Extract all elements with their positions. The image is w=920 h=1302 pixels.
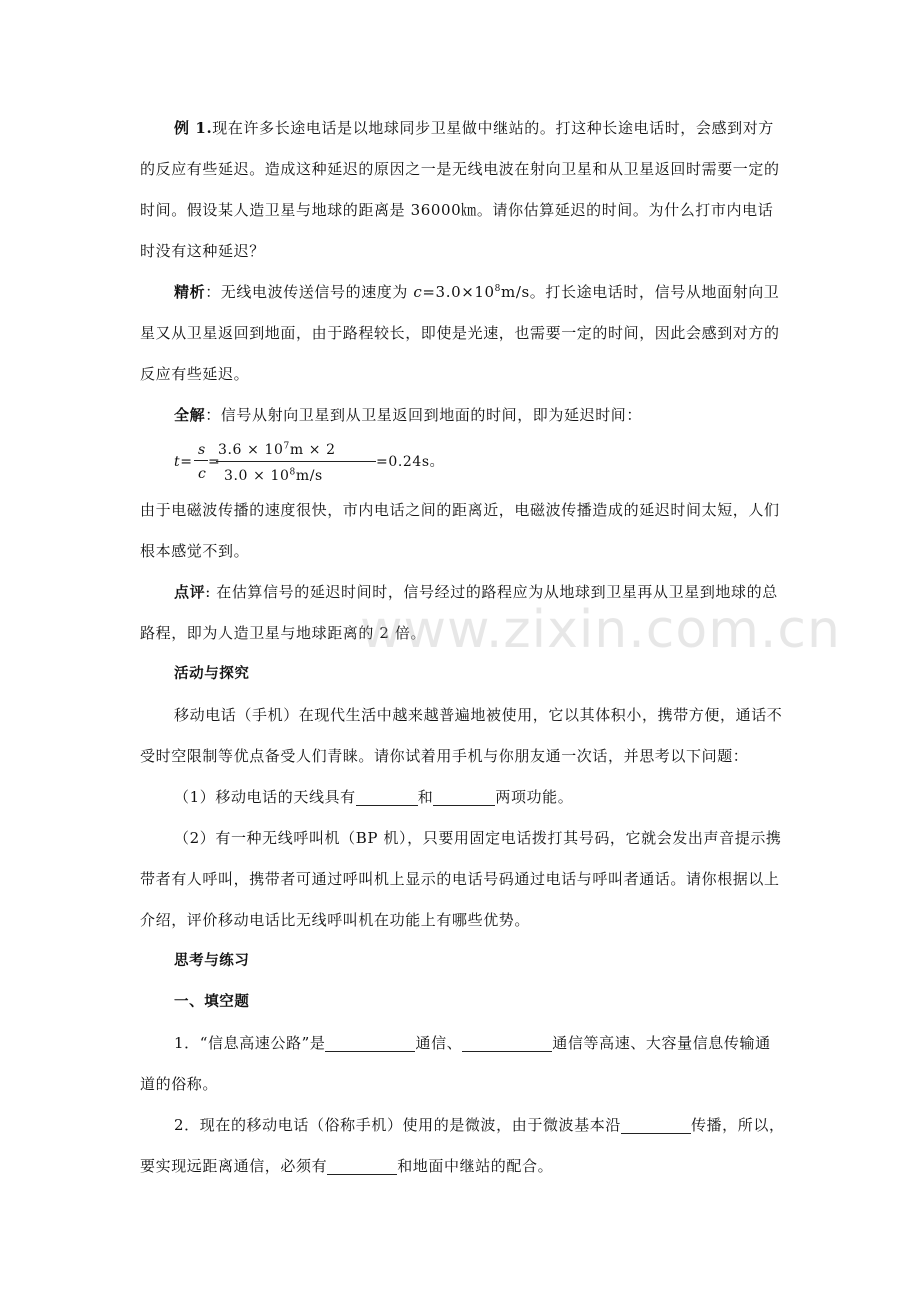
formula-result: =0.24s。 — [376, 454, 445, 470]
blank-6[interactable] — [327, 1156, 397, 1175]
comment-text: : 在估算信号的延迟时间时，信号经过的路程应为从地球到卫星再从卫星到地球的总路程，即为人造卫星与地球距离的 2 倍。 — [140, 583, 778, 642]
formula-numerator: $3.6 \times 10^7m \times 2$ — [218, 441, 336, 458]
practice-heading: 思考与练习 — [174, 953, 250, 969]
blank-5[interactable] — [621, 1115, 691, 1134]
practice-subheading: 一、填空题 — [174, 994, 250, 1010]
formula-denominator: $3.0 \times 10^8m/s$ — [224, 467, 323, 484]
example-text: 现在许多长途电话是以地球同步卫星做中继站的。打这种长途电话时，会感到对方的反应有些延迟。造成这种延迟的原因之一是无线电波在射向卫星和从卫星返回时需要一定的时间。假设某人造卫星与地球的距离是 36000㎞。请你估算延迟的时间。为什么打市内电话时没有这种延迟？ — [140, 119, 780, 260]
watermark: www.zixin.com.cn — [360, 600, 841, 660]
solution-conclusion: 由于电磁波传播的速度很快，市内电话之间的距离近，电磁波传播造成的延迟时间太短，人们根本感觉不到。 — [140, 501, 780, 560]
activity-heading: 活动与探究 — [174, 666, 250, 682]
analysis-paragraph — [140, 272, 785, 395]
document-body — [140, 108, 785, 1187]
blank-2[interactable] — [433, 787, 495, 806]
formula-s: s — [198, 442, 206, 458]
analysis-text-before: ：无线电波传送信号的速度为 — [205, 283, 414, 301]
activity-question-2: （2）有一种无线呼叫机（BP 机），只要用固定电话拨打其号码，它就会发出声音提示携带者有人呼叫，携带者可通过呼叫机上显示的电话号码通过电话与呼叫者通话。请你根据以上介绍，评价移动电话比无线呼叫机在功能上有哪些优势。 — [140, 829, 782, 929]
practice-question-1: 1．“信息高速公路”是 通信、 通信等高速、大容量信息传输通道的俗称。 — [140, 1034, 771, 1093]
solution-label: 全解 — [174, 406, 206, 424]
formula-c: c — [198, 466, 207, 482]
activity-question-1: （1）移动电话的天线具有 和 两项功能。 — [174, 788, 574, 806]
fraction-line-sc — [194, 460, 208, 461]
speed-exponent: 8 — [494, 284, 501, 294]
analysis-label: 精析 — [174, 283, 206, 301]
blank-1[interactable] — [356, 787, 418, 806]
comment-paragraph — [140, 572, 785, 654]
blank-4[interactable] — [462, 1033, 552, 1052]
example-label: 例 1. — [174, 119, 213, 137]
activity-intro: 移动电话（手机）在现代生活中越来越普遍地被使用，它以其体积小，携带方便，通话不受时空限制等优点备受人们青睐。请你试着用手机与你朋友通一次话，并思考以下问题： — [140, 706, 783, 765]
formula-t: t= — [174, 454, 193, 470]
analysis-text-after: 打长途电话时，信号从地面射向卫星又从卫星返回到地面，由于路程较长，即使是光速，也需要一定的时间，因此会感到对方的反应有些延迟。 — [140, 283, 780, 383]
speed-value: =3.0×10 — [422, 283, 495, 301]
comment-label: 点评 — [174, 583, 206, 601]
blank-3[interactable] — [325, 1033, 415, 1052]
delay-formula — [174, 438, 785, 486]
solution-text: ：信号从射向卫星到从卫星返回到地面的时间，即为延迟时间： — [205, 406, 643, 424]
example-paragraph — [140, 108, 785, 272]
speed-symbol: c — [413, 283, 423, 301]
fraction-line-main — [216, 461, 376, 462]
solution-paragraph — [140, 395, 785, 436]
speed-unit: m/s。 — [501, 283, 546, 301]
practice-question-2: 2．现在的移动电话（俗称手机）使用的是微波，由于微波基本沿 传播，所以，要实现远距离通信，必须有 和地面中继站的配合。 — [140, 1116, 785, 1175]
formula-eq: = — [208, 454, 221, 470]
